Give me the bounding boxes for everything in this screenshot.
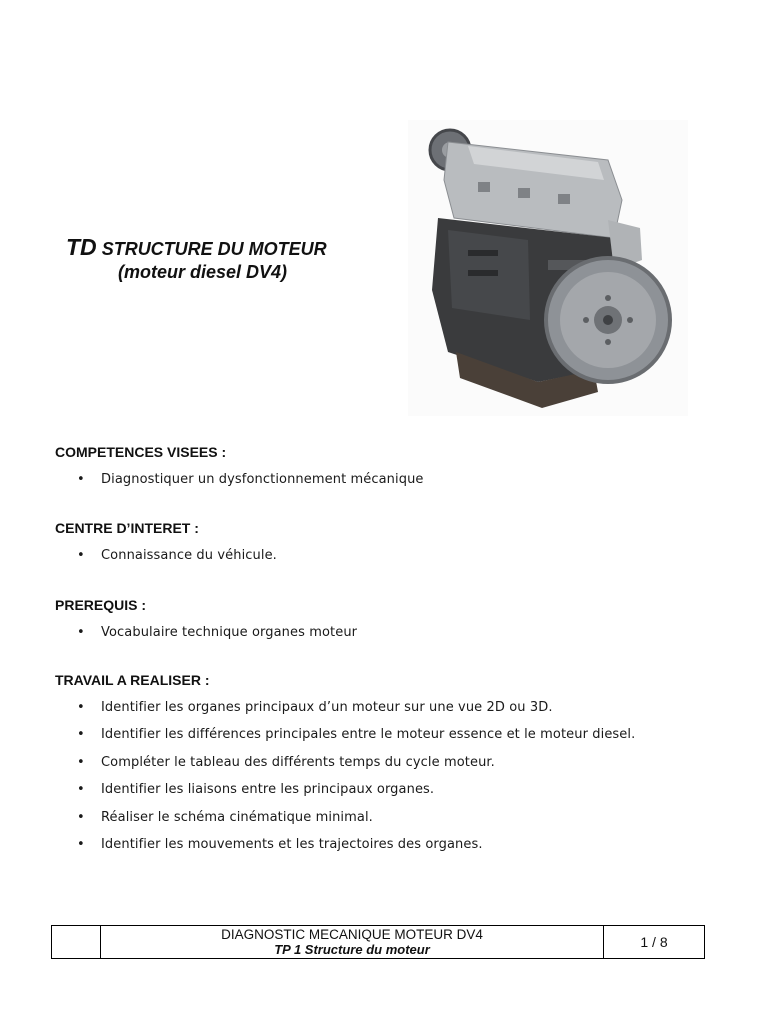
section-list <box>55 547 735 565</box>
section-list <box>55 699 735 855</box>
list-item: • Compléter le tableau des différents temps du cycle moteur. <box>77 754 495 770</box>
list-item: • Identifier les liaisons entre les principaux organes. <box>77 782 435 797</box>
section-heading: PREREQUIS : <box>55 597 147 613</box>
list-item: • Diagnostiquer un dysfonctionnement mécanique <box>77 472 424 487</box>
section-list <box>55 624 735 642</box>
page-footer <box>51 925 705 959</box>
footer-course: DIAGNOSTIC MECANIQUE MOTEUR DV4 <box>221 927 483 942</box>
section-list <box>55 471 735 489</box>
list-item: • Vocabulaire technique organes moteur <box>77 625 358 640</box>
engine-image <box>408 120 688 416</box>
section-heading: CENTRE D’INTERET : <box>55 520 199 536</box>
footer-title-cell <box>101 926 604 958</box>
title-td: TD <box>66 234 97 260</box>
page-number: 1 / 8 <box>640 934 668 950</box>
title-main: STRUCTURE DU MOTEUR <box>101 239 327 259</box>
document-subtitle: (moteur diesel DV4) <box>118 262 288 282</box>
list-item: • Identifier les mouvements et les trajectoires des organes. <box>77 837 483 852</box>
document-title <box>66 234 327 262</box>
engine-illustration <box>408 120 688 416</box>
section-centre-interet <box>55 519 735 565</box>
section-prerequis <box>55 596 735 642</box>
section-travail <box>55 671 735 854</box>
section-competences <box>55 443 735 489</box>
section-heading: TRAVAIL A REALISER : <box>55 672 210 688</box>
list-item: • Identifier les différences principales entre le moteur essence et le moteur diesel. <box>77 727 636 742</box>
footer-tp: TP 1 Structure du moteur <box>274 942 430 957</box>
section-heading: COMPETENCES VISEES : <box>55 444 227 460</box>
list-item: • Connaissance du véhicule. <box>77 548 277 563</box>
list-item: • Identifier les organes principaux d’un moteur sur une vue 2D ou 3D. <box>77 699 553 715</box>
footer-logo-cell <box>52 926 101 958</box>
list-item: • Réaliser le schéma cinématique minimal. <box>77 809 373 825</box>
